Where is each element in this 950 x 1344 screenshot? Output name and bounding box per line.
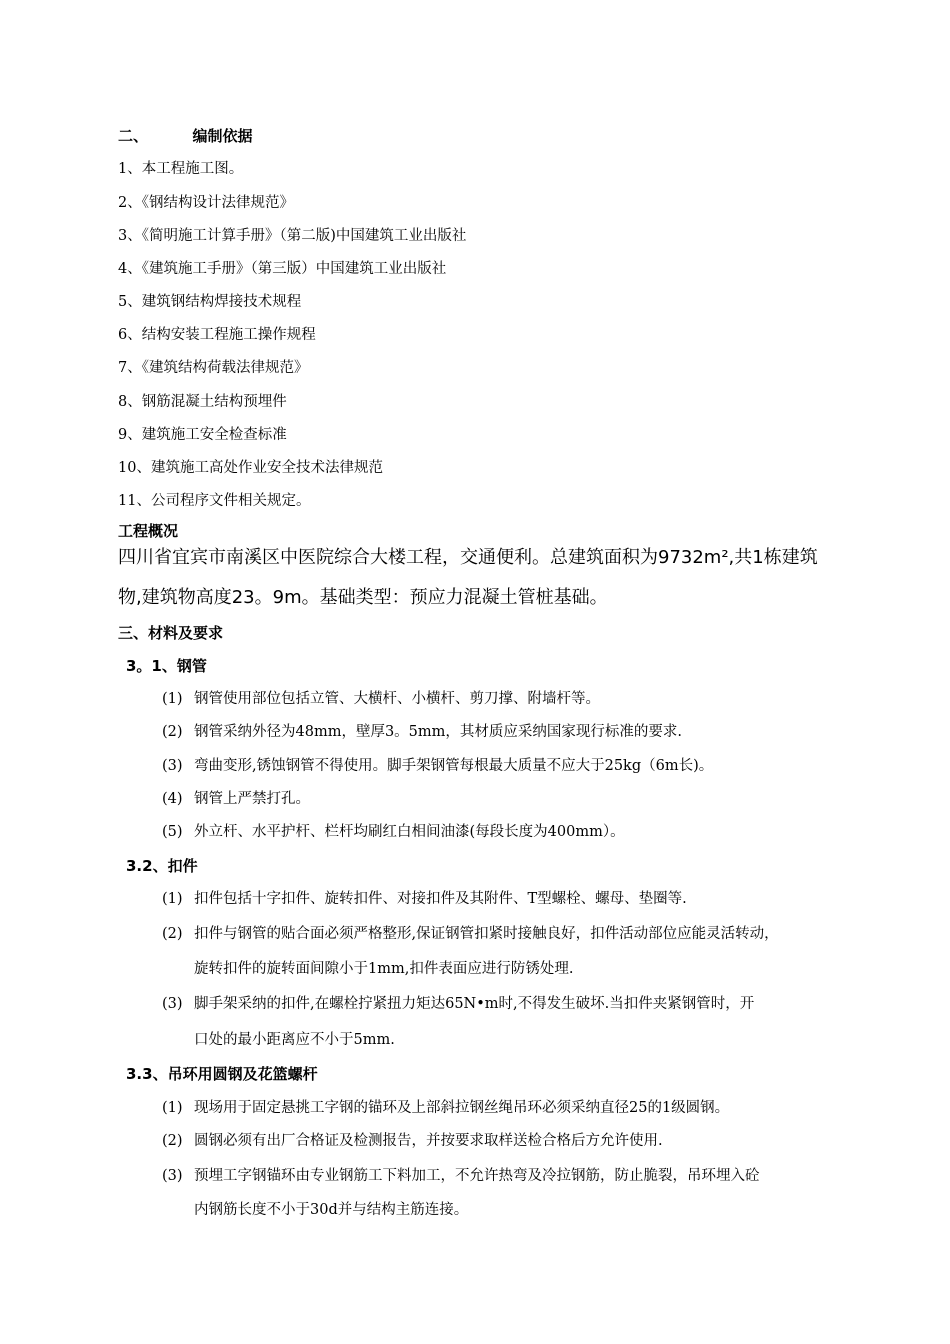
list-item: [162, 1098, 729, 1118]
item-text: 脚手架采纳的扣件,在螺栓拧紧扭力矩达65N•m时,不得发生破坏.当扣件夹紧钢管时，开: [194, 996, 755, 1012]
list-item: [162, 789, 310, 809]
item-number: (3): [162, 758, 183, 774]
item-text: 预埋工字钢锚环由专业钢筋工下料加工，不允许热弯及冷拉钢筋，防止脆裂，吊环埋入砼: [194, 1168, 760, 1184]
basis-item: 4、《建筑施工手册》（第三版）中国建筑工业出版社: [118, 261, 447, 277]
item-number: (2): [162, 724, 183, 740]
item-text: 弯曲变形,锈蚀钢管不得使用。脚手架钢管每根最大质量不应大于25kg（6m长)。: [194, 758, 714, 774]
subsection-3-1-heading: 3。1、钢管: [126, 657, 207, 675]
basis-item: 3、《简明施工计算手册》（第二版)中国建筑工业出版社: [118, 228, 467, 244]
item-number: (1): [162, 891, 183, 907]
item-continuation: 旋转扣件的旋转面间隙小于1mm,扣件表面应进行防锈处理.: [194, 961, 574, 977]
item-text: 现场用于固定悬挑工字钢的锚环及上部斜拉钢丝绳吊环必须采纳直径25的1级圆钢。: [194, 1100, 730, 1116]
section-2-number: 二、: [118, 127, 149, 145]
section-2-heading: [118, 126, 253, 146]
section-3-heading: 三、材料及要求: [118, 624, 224, 642]
item-continuation: 内钢筋长度不小于30d并与结构主筋连接。: [194, 1202, 469, 1218]
list-item: [162, 689, 600, 709]
item-number: (3): [162, 1168, 183, 1184]
list-item: [162, 756, 713, 776]
overview-heading: 工程概况: [118, 522, 179, 540]
basis-item: 7、《建筑结构荷载法律规范》: [118, 360, 309, 376]
item-number: (1): [162, 691, 183, 707]
basis-item: 5、建筑钢结构焊接技术规程: [118, 294, 302, 310]
item-text: 钢管采纳外径为48mm，壁厚3。5mm，其材质应采纳国家现行标准的要求.: [194, 724, 683, 740]
basis-item: 8、钢筋混凝土结构预埋件: [118, 394, 287, 410]
basis-item: 10、建筑施工高处作业安全技术法律规范: [118, 460, 383, 476]
item-number: (3): [162, 996, 183, 1012]
overview-text-line: 四川省宜宾市南溪区中医院综合大楼工程，交通便利。总建筑面积为9732m²,共1栋建筑: [118, 547, 818, 568]
list-item: [162, 889, 687, 909]
subsection-3-3-heading: 3.3、吊环用圆钢及花篮螺杆: [126, 1065, 318, 1083]
subsection-3-2-heading: 3.2、扣件: [126, 857, 198, 875]
item-text: 扣件与钢管的贴合面必须严格整形,保证钢管扣紧时接触良好，扣件活动部位应能灵活转动，: [194, 926, 779, 942]
basis-item: 1、本工程施工图。: [118, 161, 244, 177]
item-text: 圆钢必须有出厂合格证及检测报告，并按要求取样送检合格后方允许使用.: [194, 1133, 663, 1149]
item-number: (2): [162, 1133, 183, 1149]
list-item: [162, 994, 754, 1014]
item-number: (5): [162, 824, 183, 840]
list-item: [162, 722, 682, 742]
basis-item: 2、《钢结构设计法律规范》: [118, 195, 294, 211]
section-2-title: 编制依据: [192, 127, 253, 145]
basis-item: 9、建筑施工安全检查标准: [118, 427, 287, 443]
basis-item: 11、公司程序文件相关规定。: [118, 493, 311, 509]
list-item: [162, 822, 625, 842]
item-number: (2): [162, 926, 183, 942]
item-text: 钢管使用部位包括立管、大横杆、小横杆、剪刀撑、附墙杆等。: [194, 691, 600, 707]
list-item: [162, 1166, 760, 1186]
list-item: [162, 924, 779, 944]
list-item: [162, 1131, 663, 1151]
overview-text-line: 物,建筑物高度23。9m。基础类型：预应力混凝土管桩基础。: [118, 587, 608, 608]
item-text: 扣件包括十字扣件、旋转扣件、对接扣件及其附件、T型螺栓、螺母、垫圈等.: [194, 891, 687, 907]
item-number: (1): [162, 1100, 183, 1116]
item-number: (4): [162, 791, 183, 807]
item-continuation: 口处的最小距离应不小于5mm.: [194, 1032, 395, 1048]
item-text: 外立杆、水平护杆、栏杆均刷红白相间油漆(每段长度为400mm）。: [194, 824, 625, 840]
basis-item: 6、结构安装工程施工操作规程: [118, 327, 316, 343]
item-text: 钢管上严禁打孔。: [194, 791, 310, 807]
